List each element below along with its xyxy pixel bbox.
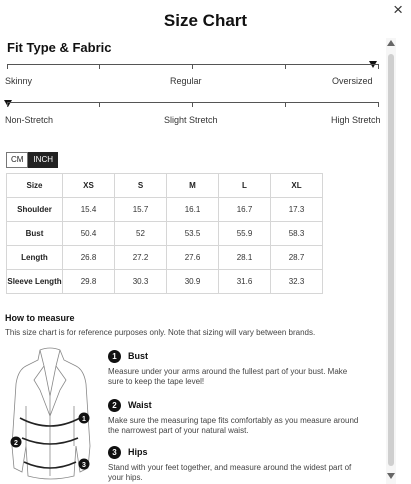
fit-label-regular: Regular	[170, 76, 202, 86]
table-cell: 52	[115, 222, 167, 246]
number-badge: 2	[108, 399, 121, 412]
size-table	[6, 173, 323, 294]
unit-toggle	[6, 152, 58, 168]
measure-item-waist	[108, 399, 360, 439]
measure-item-bust	[108, 350, 360, 390]
table-header-row	[7, 174, 323, 198]
modal-title: Size Chart	[163, 11, 248, 30]
marker-2	[11, 437, 22, 448]
table-cell: 29.8	[63, 270, 115, 294]
stretch-label-non: Non-Stretch	[5, 115, 54, 125]
scroll-down-icon[interactable]	[387, 473, 395, 479]
table-cell: 26.8	[63, 246, 115, 270]
svg-text:1: 1	[82, 416, 86, 423]
measure-desc: Measure under your arms around the fullest part of your bust. Make sure to keep the tape level!	[108, 367, 348, 386]
measure-desc: Stand with your feet together, and measure around the widest part of your hips.	[108, 463, 352, 482]
how-to-measure-heading: How to measure	[5, 313, 75, 323]
marker-1	[79, 413, 90, 424]
table-row-label: Length	[7, 246, 63, 270]
scroll-up-icon[interactable]	[387, 40, 395, 46]
fit-type-scale	[7, 58, 379, 86]
table-header-cell: L	[219, 174, 271, 198]
unit-inch-button[interactable]: INCH	[28, 152, 58, 168]
table-row	[7, 198, 323, 222]
marker-3	[79, 459, 90, 470]
fit-label-skinny: Skinny	[5, 76, 33, 86]
table-header-cell: XL	[271, 174, 323, 198]
table-cell: 58.3	[271, 222, 323, 246]
table-row-label: Bust	[7, 222, 63, 246]
table-row-label: Shoulder	[7, 198, 63, 222]
table-cell: 50.4	[63, 222, 115, 246]
table-row	[7, 246, 323, 270]
measure-title: Waist	[128, 400, 152, 410]
table-header-cell: Size	[7, 174, 63, 198]
table-cell: 28.1	[219, 246, 271, 270]
table-cell: 30.3	[115, 270, 167, 294]
stretch-scale	[7, 98, 379, 128]
table-cell: 28.7	[271, 246, 323, 270]
vertical-scrollbar[interactable]	[386, 38, 396, 484]
close-button[interactable]: ×	[393, 0, 403, 19]
table-row	[7, 222, 323, 246]
table-cell: 32.3	[271, 270, 323, 294]
measure-item-hips	[108, 446, 360, 484]
table-header-cell: M	[167, 174, 219, 198]
jacket-illustration	[4, 346, 96, 484]
measure-title: Bust	[128, 351, 148, 361]
sizing-note: This size chart is for reference purposes only. Note that sizing will vary between brands.	[5, 328, 316, 337]
number-badge: 3	[108, 446, 121, 459]
table-cell: 30.9	[167, 270, 219, 294]
table-header-cell: XS	[63, 174, 115, 198]
stretch-label-slight: Slight Stretch	[164, 115, 218, 125]
table-cell: 53.5	[167, 222, 219, 246]
fit-label-oversized: Oversized	[332, 76, 373, 86]
table-cell: 27.2	[115, 246, 167, 270]
table-cell: 31.6	[219, 270, 271, 294]
fit-fabric-heading: Fit Type & Fabric	[7, 40, 112, 55]
table-cell: 27.6	[167, 246, 219, 270]
size-chart-content[interactable]	[0, 38, 386, 484]
unit-cm-button[interactable]: CM	[6, 152, 28, 168]
svg-text:2: 2	[14, 440, 18, 447]
measure-title: Hips	[128, 447, 148, 457]
scrollbar-thumb[interactable]	[388, 54, 394, 466]
table-cell: 17.3	[271, 198, 323, 222]
number-badge: 1	[108, 350, 121, 363]
measure-desc: Make sure the measuring tape fits comfortably as you measure around the narrowest part of your natural waist.	[108, 416, 359, 435]
stretch-label-high: High Stretch	[331, 115, 381, 125]
table-cell: 15.7	[115, 198, 167, 222]
table-cell: 16.7	[219, 198, 271, 222]
table-cell: 16.1	[167, 198, 219, 222]
table-row	[7, 270, 323, 294]
table-cell: 55.9	[219, 222, 271, 246]
table-row-label: Sleeve Length	[7, 270, 63, 294]
table-cell: 15.4	[63, 198, 115, 222]
svg-text:3: 3	[82, 462, 86, 469]
table-header-cell: S	[115, 174, 167, 198]
